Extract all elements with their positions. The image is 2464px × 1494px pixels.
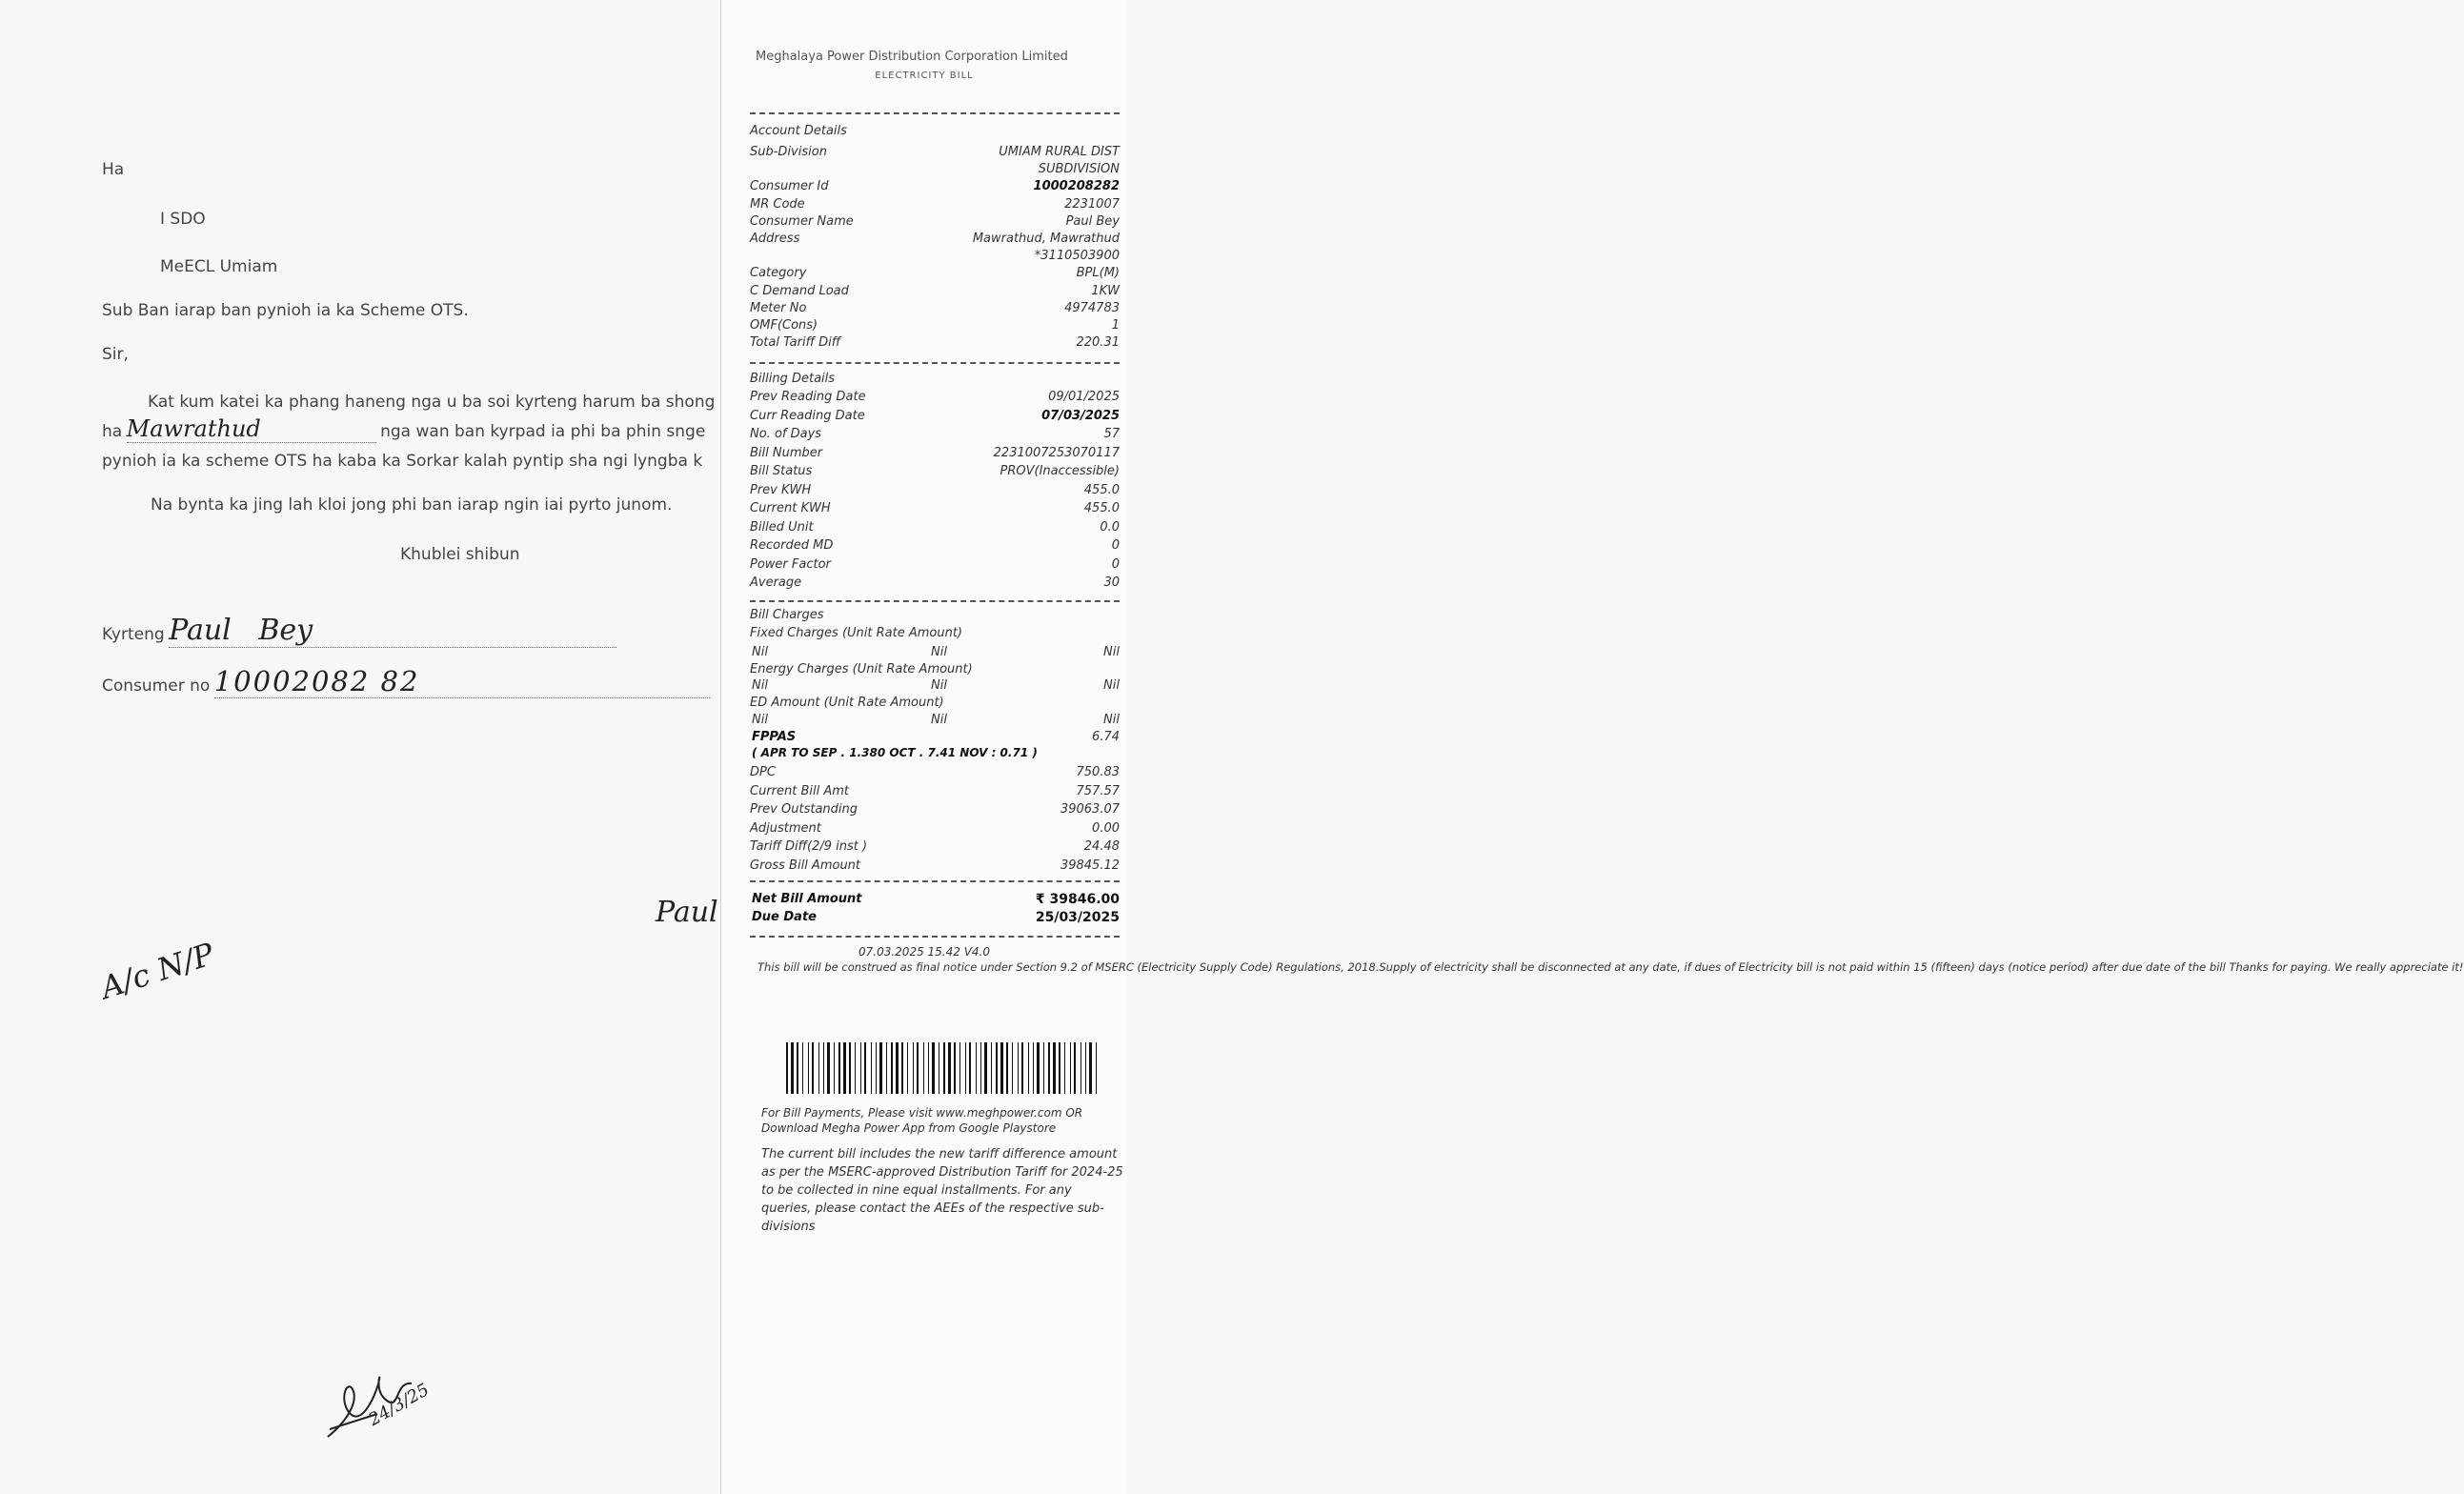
section-account: Account Details (750, 124, 847, 138)
barcode-bar (876, 1042, 877, 1094)
barcode-bar (849, 1042, 851, 1094)
barcode-bar (843, 1042, 846, 1094)
divider (750, 936, 1120, 938)
bill-row-value: 39063.07 (1060, 802, 1120, 817)
section-billing: Billing Details (750, 372, 836, 386)
net-amount-value: ₹ 39846.00 (1035, 892, 1120, 907)
barcode-bar (1018, 1042, 1019, 1094)
divider (750, 112, 1120, 114)
barcode-bar (907, 1042, 908, 1094)
bill-row-label: OMF(Cons) (750, 318, 818, 333)
barcode-bar (923, 1042, 924, 1094)
barcode (784, 1042, 1102, 1099)
divider (750, 362, 1120, 364)
energy-rate: Nil (931, 678, 947, 693)
bill-row-value: Mawrathud, Mawrathud (972, 232, 1120, 246)
divider (750, 880, 1120, 882)
bill-row-value: *3110503900 (1034, 249, 1120, 264)
bill-row-value: 07/03/2025 (1041, 408, 1120, 423)
fixed-charges-header: Fixed Charges (Unit Rate Amount) (750, 626, 962, 640)
barcode-bar (812, 1042, 814, 1094)
barcode-bar (943, 1042, 945, 1094)
bill-row-value: SUBDIVISION (1038, 162, 1120, 177)
barcode-bar (980, 1042, 981, 1094)
bill-row-label: Gross Bill Amount (750, 858, 861, 873)
disconnection-notice: This bill will be construed as final notice under Section 9.2 of MSERC (Electricity Supply Code) Regulations, 2018.Supply of electricity shall be disconnected at any date, if dues of Electricity bill is not paid within 15 (fifteen) days (notice period) after due date of the bill Thanks for paying. We really appreciate it! (757, 960, 2464, 974)
body-line-3: pynioh ia ka scheme OTS ha kaba ka Sorkar kalah pyntip sha ngi lyngba k (102, 452, 703, 471)
tariff-note: The current bill includes the new tariff difference amount as per the MSERC-approved Distribution Tariff for 2024-25 to be collected in nine equal installments. For any queries, please contact the AEEs of the respective sub-divisions (761, 1147, 1123, 1234)
bill-row-value: Paul Bey (1065, 213, 1120, 229)
barcode-bar (901, 1042, 903, 1094)
bill-header-title: ELECTRICITY BILL (875, 71, 974, 81)
barcode-bar (928, 1042, 929, 1094)
bill-row-value: 455.0 (1083, 501, 1120, 515)
bill-row-label: Sub-Division (750, 145, 827, 159)
energy-amount: Nil (1103, 678, 1120, 693)
barcode-bar (991, 1042, 992, 1094)
body-line-1: Kat kum katei ka phang haneng nga u ba soi kyrteng harum ba shong (148, 393, 716, 412)
handwritten-place: Mawrathud (127, 415, 376, 443)
barcode-bar (996, 1042, 998, 1094)
body-line-1-clip (102, 393, 720, 412)
barcode-bar (797, 1042, 798, 1094)
ed-unit: Nil (752, 713, 768, 727)
fppas-label: FPPAS (752, 730, 797, 744)
fixed-unit: Nil (752, 645, 768, 659)
applicant-signature: Paul (656, 896, 718, 929)
barcode-bar (913, 1042, 914, 1094)
barcode-bar (1006, 1042, 1008, 1094)
barcode-bar (879, 1042, 882, 1094)
recipient-office: I SDO (160, 210, 206, 229)
barcode-bar (891, 1042, 893, 1094)
barcode-graphic (784, 1042, 1102, 1094)
bill-row-label: Current Bill Amt (750, 783, 850, 798)
bill-row-value: 4974783 (1064, 300, 1120, 315)
barcode-bar (1012, 1042, 1013, 1094)
barcode-bar (965, 1042, 966, 1094)
section-charges: Bill Charges (750, 608, 824, 622)
barcode-bar (860, 1042, 861, 1094)
due-date-label: Due Date (752, 910, 817, 924)
consumer-field (102, 665, 720, 698)
barcode-bar (1096, 1042, 1097, 1094)
closing: Khublei shibun (400, 545, 520, 564)
barcode-bar (823, 1042, 824, 1094)
bill-row-value: 09/01/2025 (1048, 390, 1120, 404)
bill-row-label: Prev Reading Date (750, 390, 866, 404)
bill-row-value: PROV(Inaccessible) (1000, 464, 1120, 478)
barcode-bar (896, 1042, 899, 1094)
recipient-prefix: Ha (102, 160, 125, 179)
energy-charges-header: Energy Charges (Unit Rate Amount) (750, 662, 973, 676)
bill-row-value: 1 (1111, 318, 1120, 333)
bill-row-value: 750.83 (1076, 765, 1120, 779)
barcode-bar (1074, 1042, 1076, 1094)
bill-row-label: Address (750, 232, 800, 246)
bill-row-value: UMIAM RURAL DIST (999, 145, 1120, 159)
energy-unit: Nil (752, 678, 768, 693)
barcode-bar (1053, 1042, 1056, 1094)
body-line-4: Na bynta ka jing lah kloi jong phi ban iarap ngin iai pyrto junom. (151, 495, 673, 515)
barcode-bar (808, 1042, 809, 1094)
bill-row-value: 39845.12 (1060, 858, 1120, 873)
barcode-bar (886, 1042, 887, 1094)
bill-row-label: Bill Number (750, 445, 823, 460)
letter-subject: Sub Ban iarap ban pynioh ia ka Scheme OTS. (102, 301, 469, 320)
bill-row-label: Tariff Diff(2/9 inst ) (750, 839, 868, 854)
payment-note: For Bill Payments, Please visit www.meghpower.com OR Download Megha Power App from Google Playstore (761, 1106, 1083, 1135)
barcode-bar (855, 1042, 856, 1094)
margin-note: A/c N/P (96, 936, 219, 1006)
ed-rate: Nil (931, 713, 947, 727)
bill-row-label: Recorded MD (750, 538, 834, 553)
bill-row-label: Meter No (750, 300, 807, 315)
bill-row-label: DPC (750, 765, 776, 779)
barcode-bar (1028, 1042, 1029, 1094)
bill-row-label: MR Code (750, 196, 805, 212)
barcode-bar (954, 1042, 956, 1094)
fppas-note: ( APR TO SEP . 1.380 OCT . 7.41 NOV : 0.71 ) (752, 746, 1038, 759)
barcode-bar (864, 1042, 866, 1094)
barcode-bar (932, 1042, 935, 1094)
barcode-bar (917, 1042, 919, 1094)
barcode-bar (984, 1042, 987, 1094)
receiver-date: 24/3/25 (365, 1380, 433, 1430)
body-line-3-clip (102, 452, 720, 471)
bill-row-label: Consumer Name (750, 213, 854, 229)
bill-row-label: Total Tariff Diff (750, 335, 841, 351)
barcode-bar (786, 1042, 788, 1094)
bill-row-label: Billed Unit (750, 519, 814, 535)
barcode-bar (1043, 1042, 1044, 1094)
barcode-bar (1048, 1042, 1050, 1094)
bill-row-label: Current KWH (750, 501, 831, 515)
barcode-bar (791, 1042, 794, 1094)
consumer-label: Consumer no (102, 676, 211, 696)
barcode-bar (1085, 1042, 1086, 1094)
bill-row-value: BPL(M) (1076, 266, 1120, 281)
ed-amount-header: ED Amount (Unit Rate Amount) (750, 696, 944, 710)
barcode-bar (1000, 1042, 1003, 1094)
bill-row-value: 0 (1111, 556, 1120, 572)
barcode-bar (827, 1042, 830, 1094)
bill-header-company: Meghalaya Power Distribution Corporation Limited (756, 50, 1068, 64)
bill-row-value: 1000208282 (1033, 179, 1120, 194)
barcode-bar (1070, 1042, 1071, 1094)
salutation: Sir, (102, 345, 129, 364)
barcode-bar (834, 1042, 835, 1094)
bill-row-label: Consumer Id (750, 179, 829, 194)
receiver-signature (320, 1363, 454, 1453)
body-line-2-prefix: ha (102, 422, 123, 441)
fixed-rate: Nil (931, 645, 947, 659)
fppas-value: 6.74 (1092, 730, 1120, 744)
barcode-bar (1033, 1042, 1034, 1094)
barcode-bar (959, 1042, 960, 1094)
bill-row-value: 0.00 (1092, 820, 1120, 836)
bill-row-label: C Demand Load (750, 283, 849, 298)
bill-row-label: Prev Outstanding (750, 802, 858, 817)
barcode-bar (1037, 1042, 1040, 1094)
barcode-bar (838, 1042, 840, 1094)
bill-row-label: Curr Reading Date (750, 408, 865, 423)
consumer-handwritten: 10002082 82 (214, 665, 710, 698)
name-field (102, 614, 626, 648)
bill-row-value: 757.57 (1076, 783, 1120, 798)
fixed-amount: Nil (1103, 645, 1120, 659)
bill-row-value: 2231007253070117 (993, 445, 1120, 460)
bill-row-value: 455.0 (1083, 482, 1120, 497)
barcode-bar (1089, 1042, 1092, 1094)
ed-amount: Nil (1103, 713, 1120, 727)
barcode-bar (818, 1042, 819, 1094)
bill-row-value: 0.0 (1100, 519, 1120, 535)
barcode-bar (1021, 1042, 1023, 1094)
bill-row-value: 30 (1103, 575, 1120, 590)
barcode-bar (1064, 1042, 1065, 1094)
barcode-bar (948, 1042, 951, 1094)
bill-timestamp: 07.03.2025 15.42 V4.0 (858, 945, 990, 959)
bill-row-label: Bill Status (750, 464, 813, 478)
bill-row-value: 220.31 (1076, 335, 1120, 351)
net-amount-label: Net Bill Amount (752, 892, 862, 906)
bill-row-label: Power Factor (750, 556, 831, 572)
body-line-2-clip (102, 415, 720, 443)
barcode-bar (976, 1042, 977, 1094)
bill-row-label: Average (750, 575, 802, 590)
barcode-bar (969, 1042, 971, 1094)
bill-row-value: 57 (1103, 427, 1120, 441)
bill-row-label: Category (750, 266, 807, 281)
bill-row-value: 24.48 (1083, 839, 1120, 854)
due-date-value: 25/03/2025 (1035, 910, 1120, 925)
name-handwritten: Paul Bey (169, 614, 616, 648)
bill-row-label: Prev KWH (750, 482, 812, 497)
bill-row-value: 2231007 (1064, 196, 1120, 212)
barcode-bar (1059, 1042, 1060, 1094)
bill-row-label: No. of Days (750, 427, 822, 441)
bill-row-value: 0 (1111, 538, 1120, 553)
barcode-bar (802, 1042, 803, 1094)
recipient-organization: MeECL Umiam (160, 257, 278, 276)
bill-row-value: 1KW (1091, 283, 1120, 298)
bill-row-label: Adjustment (750, 820, 821, 836)
electricity-bill-receipt (720, 0, 2464, 1494)
name-label: Kyrteng (102, 625, 165, 644)
divider (750, 600, 1120, 602)
body-line-2-suffix: nga wan ban kyrpad ia phi ba phin snge (380, 422, 706, 441)
barcode-bar (871, 1042, 872, 1094)
